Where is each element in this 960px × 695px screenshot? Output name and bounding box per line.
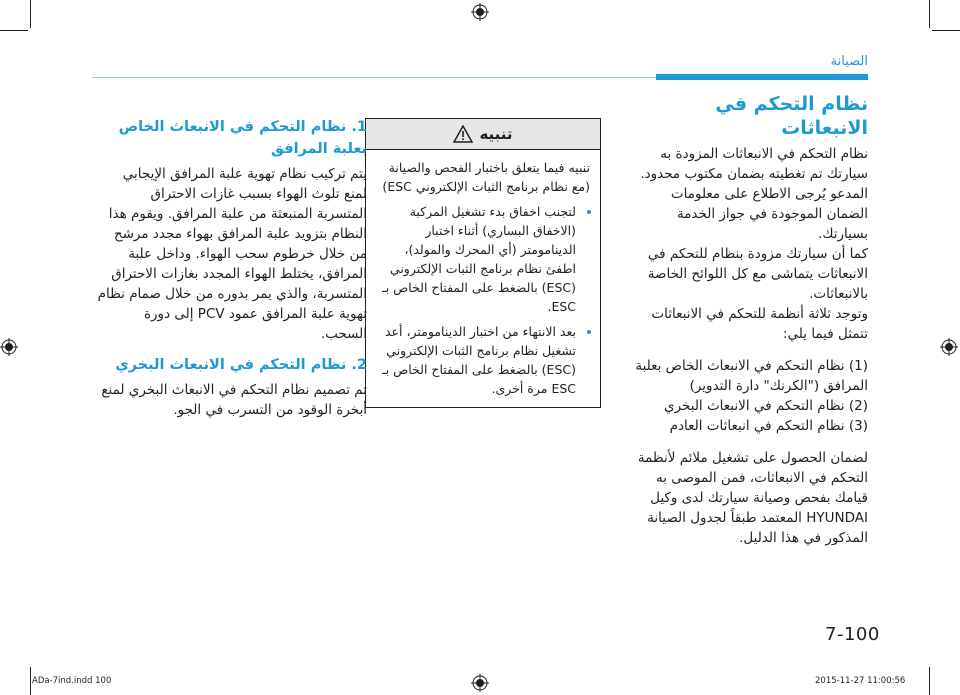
crop-mark xyxy=(0,30,28,31)
caution-header xyxy=(366,119,600,150)
registration-mark-icon xyxy=(471,674,489,692)
registration-mark-icon xyxy=(0,338,18,356)
footer-date: 2015-11-27 11:00:56 xyxy=(815,676,906,686)
caution-title: تنبيه xyxy=(479,125,513,143)
registration-mark-icon xyxy=(471,3,489,21)
intro-paragraph: وتوجد ثلاثة أنظمة للتحكم في الانبعاثات تتمثل فيما يلي: xyxy=(651,306,868,342)
crop-mark xyxy=(30,667,31,695)
caution-box xyxy=(365,118,601,408)
emission-detail-column xyxy=(97,116,367,430)
list-item: (2) نظام التحكم في الانبعاث البخري xyxy=(664,398,868,414)
section-header: الصيانة xyxy=(830,54,868,69)
footer-file: ADa-7ind.indd 100 xyxy=(32,676,112,686)
list-item: (3) نظام التحكم في انبعاثات العادم xyxy=(669,418,868,434)
subsection-title: 2. نظام التحكم في الانبعاث البخري xyxy=(115,357,367,373)
closing-paragraph: لضمان الحصول على تشغيل ملائم لأنظمة التحكم في الانبعاثات، فمن الموصى به قيامك بفحص وصيانة سيارتك لدى وكيل HYUNDAI المعتمد طبقاً لجدول الصيانة المذكور في هذا الدليل. xyxy=(637,450,868,546)
page-number: 7-100 xyxy=(825,624,880,645)
subsection-text: يتم تركيب نظام تهوية علبة المرافق الإيجابي لمنع تلوث الهواء بسبب غازات الاحتراق المتسربة المنبعثة من علبة المرافق. ويقوم هذا النظام بتزويد علبة المرافق بهواء مجدد مرشح من خلال خرطوم سحب الهواء. وداخل علبة المرافق، يختلط الهواء المجدد بغازات الاحتراق المتسربة، والذي يمر بدوره من خلال صمام نظام تهوية علبة المرافق عمود PCV إلى دورة السحب. xyxy=(97,166,367,342)
crop-mark xyxy=(929,0,930,28)
section-title: نظام التحكم في الانبعاثات xyxy=(715,93,868,139)
caution-item: • بعد الانتهاء من اختبار الدينامومتر، أعد تشغيل نظام برنامج الثبات الإلكتروني (ESC) بالضغط على المفتاح الخاص بـ ESC مرة أخرى. xyxy=(376,322,576,398)
caution-item: • لتجنب اخفاق بدء تشغيل المركبة (الاخفاق البساري) أثناء اختبار الدينامومتر (أي المحرك والمولد)، اطفئ نظام برنامج الثبات الإلكتروني (ESC) بالضغط على المفتاح الخاص بـ ESC. xyxy=(376,202,576,316)
emission-intro-column xyxy=(626,92,868,558)
subsection-title: 1. نظام التحكم في الانبعاث الخاص بعلبة المرافق xyxy=(118,119,367,157)
crop-mark xyxy=(932,30,960,31)
caution-list xyxy=(376,202,590,398)
crop-mark xyxy=(30,0,31,28)
list-item: (1) نظام التحكم في الانبعاث الخاص بعلبة المرافق ("الكرنك" دارة التدوير) xyxy=(635,358,868,394)
header-rule xyxy=(92,74,868,82)
registration-mark-icon xyxy=(940,338,958,356)
caution-body xyxy=(366,150,600,410)
intro-paragraph: كما أن سيارتك مزودة بنظام للتحكم في الانبعاثات يتماشى مع كل اللوائح الخاصة بالانبعاثات. xyxy=(647,246,868,302)
intro-paragraph: نظام التحكم في الانبعاثات المزودة به سيارتك تم تغطيته بضمان مكتوب محدود. المدعو يُرجى الاطلاع على معلومات الضمان الموجودة في جواز الخدمة بسيارتك. xyxy=(640,146,868,242)
caution-intro: تنبيه فيما يتعلق باختبار الفحص والصيانة (مع نظام برنامج الثبات الإلكتروني ESC) xyxy=(382,160,590,194)
subsection-text: تم تصميم نظام التحكم في الانبعاث البخري لمنع أبخرة الوقود من التسرب في الجو. xyxy=(101,382,367,418)
crop-mark xyxy=(929,667,930,695)
warning-triangle-icon xyxy=(453,125,473,143)
